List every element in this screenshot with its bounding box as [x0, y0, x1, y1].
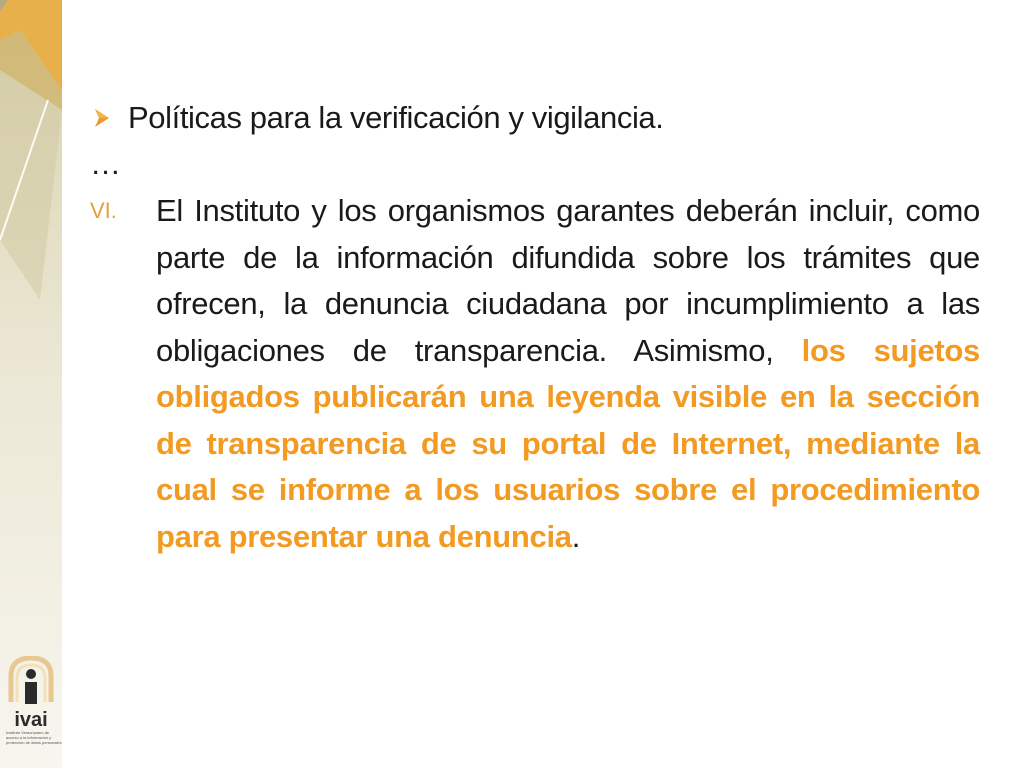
- paragraph-end: .: [571, 518, 581, 554]
- bullet-heading: [90, 96, 980, 140]
- highlighted-text: los sujetos obligados publicarán una leyenda visible en la sección de transparencia de su portal de Internet, mediante la cual se informe a los usuarios sobre el procedimiento para presentar una denuncia: [156, 332, 980, 554]
- item-paragraph: [156, 188, 980, 560]
- logo-wordmark: ivai: [14, 709, 48, 730]
- item-number: VI.: [90, 198, 117, 223]
- slide-content: [90, 96, 980, 560]
- logo-tagline: Instituto Veracruzano de acceso a la información y protección de datos personales: [6, 730, 62, 745]
- arrow-bullet-icon: [92, 107, 114, 129]
- paragraph-text: El Instituto y los organismos garantes deberán incluir, como parte de la información difundida sobre los trámites que ofrecen, la denuncia ciudadana por incumplimiento a las obligaciones de transparencia. Asimismo,: [156, 193, 980, 368]
- ellipsis-text: …: [90, 146, 121, 181]
- numbered-item: [90, 188, 980, 560]
- bullet-text: Políticas para la verificación y vigilancia.: [128, 100, 664, 135]
- decorative-side-panel: [0, 0, 62, 768]
